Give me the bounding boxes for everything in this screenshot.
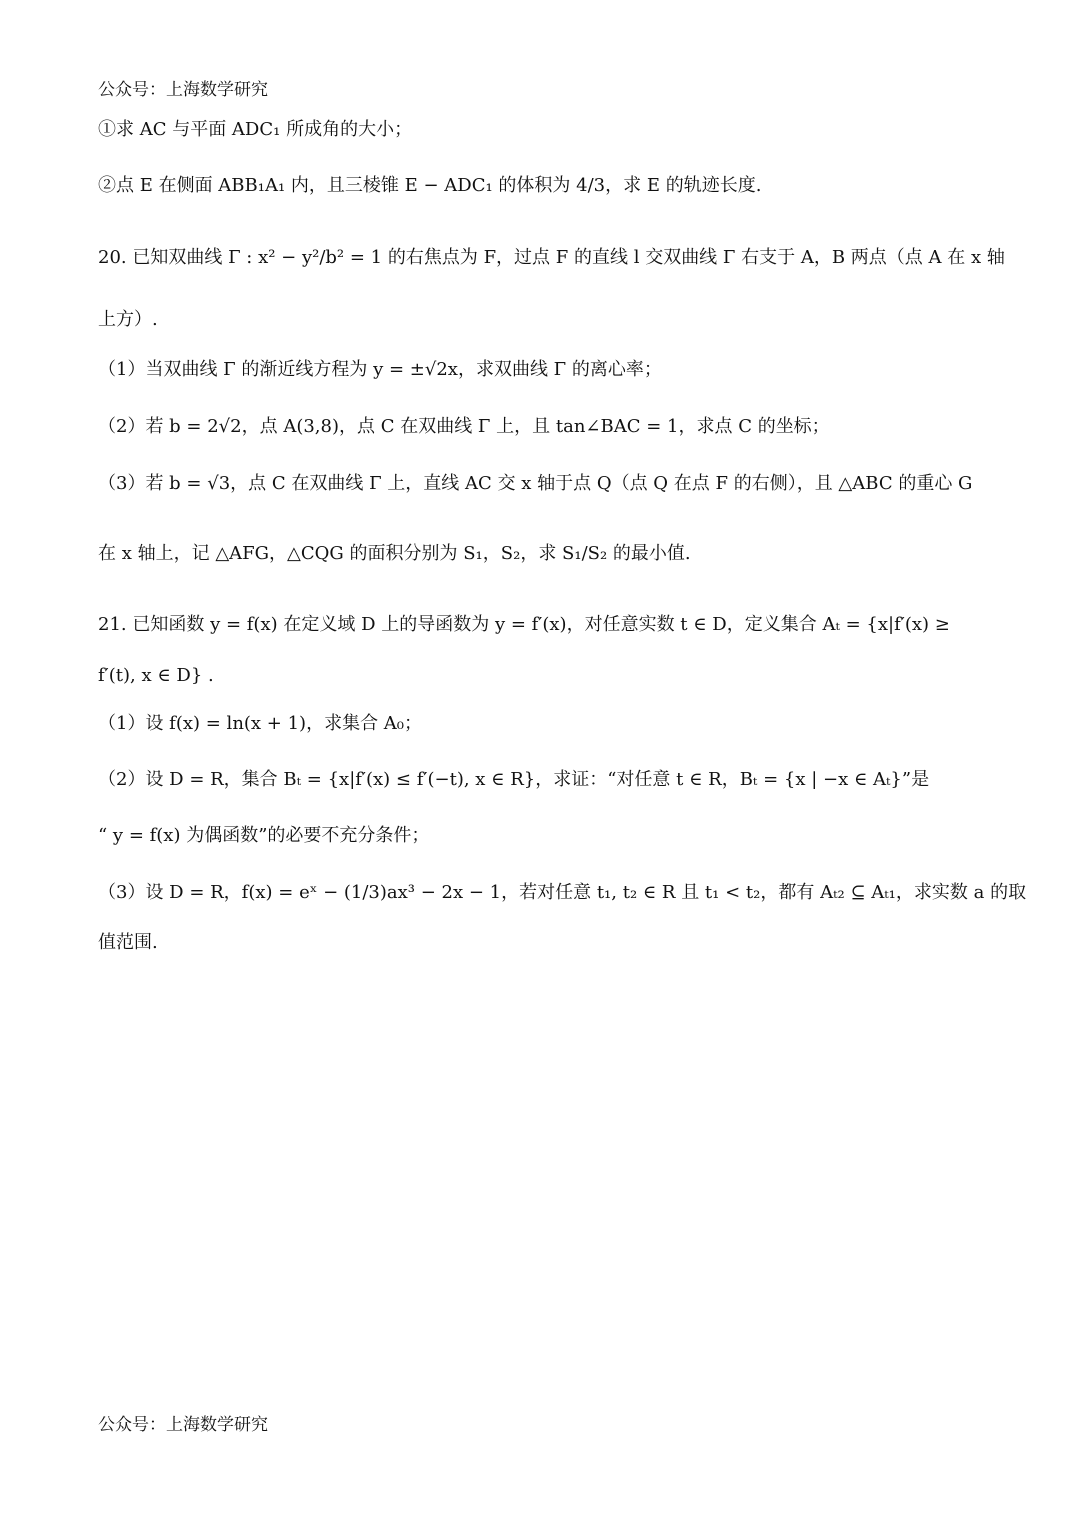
problem-21-stem-cont: f′(t), x ∈ D} . [98,665,214,686]
problem-20-stem-cont: 上方）. [98,309,158,330]
problem-20-q3-cont: 在 x 轴上，记 △AFG，△CQG 的面积分别为 S₁，S₂，求 S₁/S₂ 的最小值. [98,543,691,564]
problem-20-q3: （3）若 b = √3，点 C 在双曲线 Γ 上，直线 AC 交 x 轴于点 Q（点 Q 在点 F 的右侧），且 △ABC 的重心 G [98,473,973,494]
problem-19-part-2: ②点 E 在侧面 ABB₁A₁ 内，且三棱锥 E − ADC₁ 的体积为 4/3，求 E 的轨迹长度. [98,175,762,196]
problem-19-part-1: ①求 AC 与平面 ADC₁ 所成角的大小； [98,119,413,140]
problem-20-q1: （1）当双曲线 Γ 的渐近线方程为 y = ±√2x，求双曲线 Γ 的离心率； [98,359,662,380]
problem-20-q2: （2）若 b = 2√2，点 A(3,8)，点 C 在双曲线 Γ 上，且 tan∠BAC = 1，求点 C 的坐标； [98,416,830,437]
problem-21-stem: 21. 已知函数 y = f(x) 在定义域 D 上的导函数为 y = f′(x)，对任意实数 t ∈ D，定义集合 Aₜ = {x|f′(x) ≥ [98,614,950,635]
page-header: 公众号：上海数学研究 [98,80,268,100]
problem-21-q3: （3）设 D = R，f(x) = eˣ − (1/3)ax³ − 2x − 1，若对任意 t₁, t₂ ∈ R 且 t₁ < t₂，都有 Aₜ₂ ⊆ Aₜ₁，求实数 a 的取 [98,882,1027,903]
page-footer: 公众号：上海数学研究 [98,1415,268,1435]
problem-21-q3-cont: 值范围. [98,932,158,953]
problem-21-q2-cont: “ y = f(x) 为偶函数”的必要不充分条件； [98,825,430,846]
problem-21-q2: （2）设 D = R，集合 Bₜ = {x|f′(x) ≤ f′(−t), x ∈ R}，求证：“对任意 t ∈ R，Bₜ = {x | −x ∈ Aₜ}”是 [98,769,930,790]
problem-20-stem: 20. 已知双曲线 Γ : x² − y²/b² = 1 的右焦点为 F，过点 F 的直线 l 交双曲线 Γ 右支于 A，B 两点（点 A 在 x 轴 [98,247,1005,268]
problem-21-q1: （1）设 f(x) = ln(x + 1)，求集合 A₀； [98,713,423,734]
